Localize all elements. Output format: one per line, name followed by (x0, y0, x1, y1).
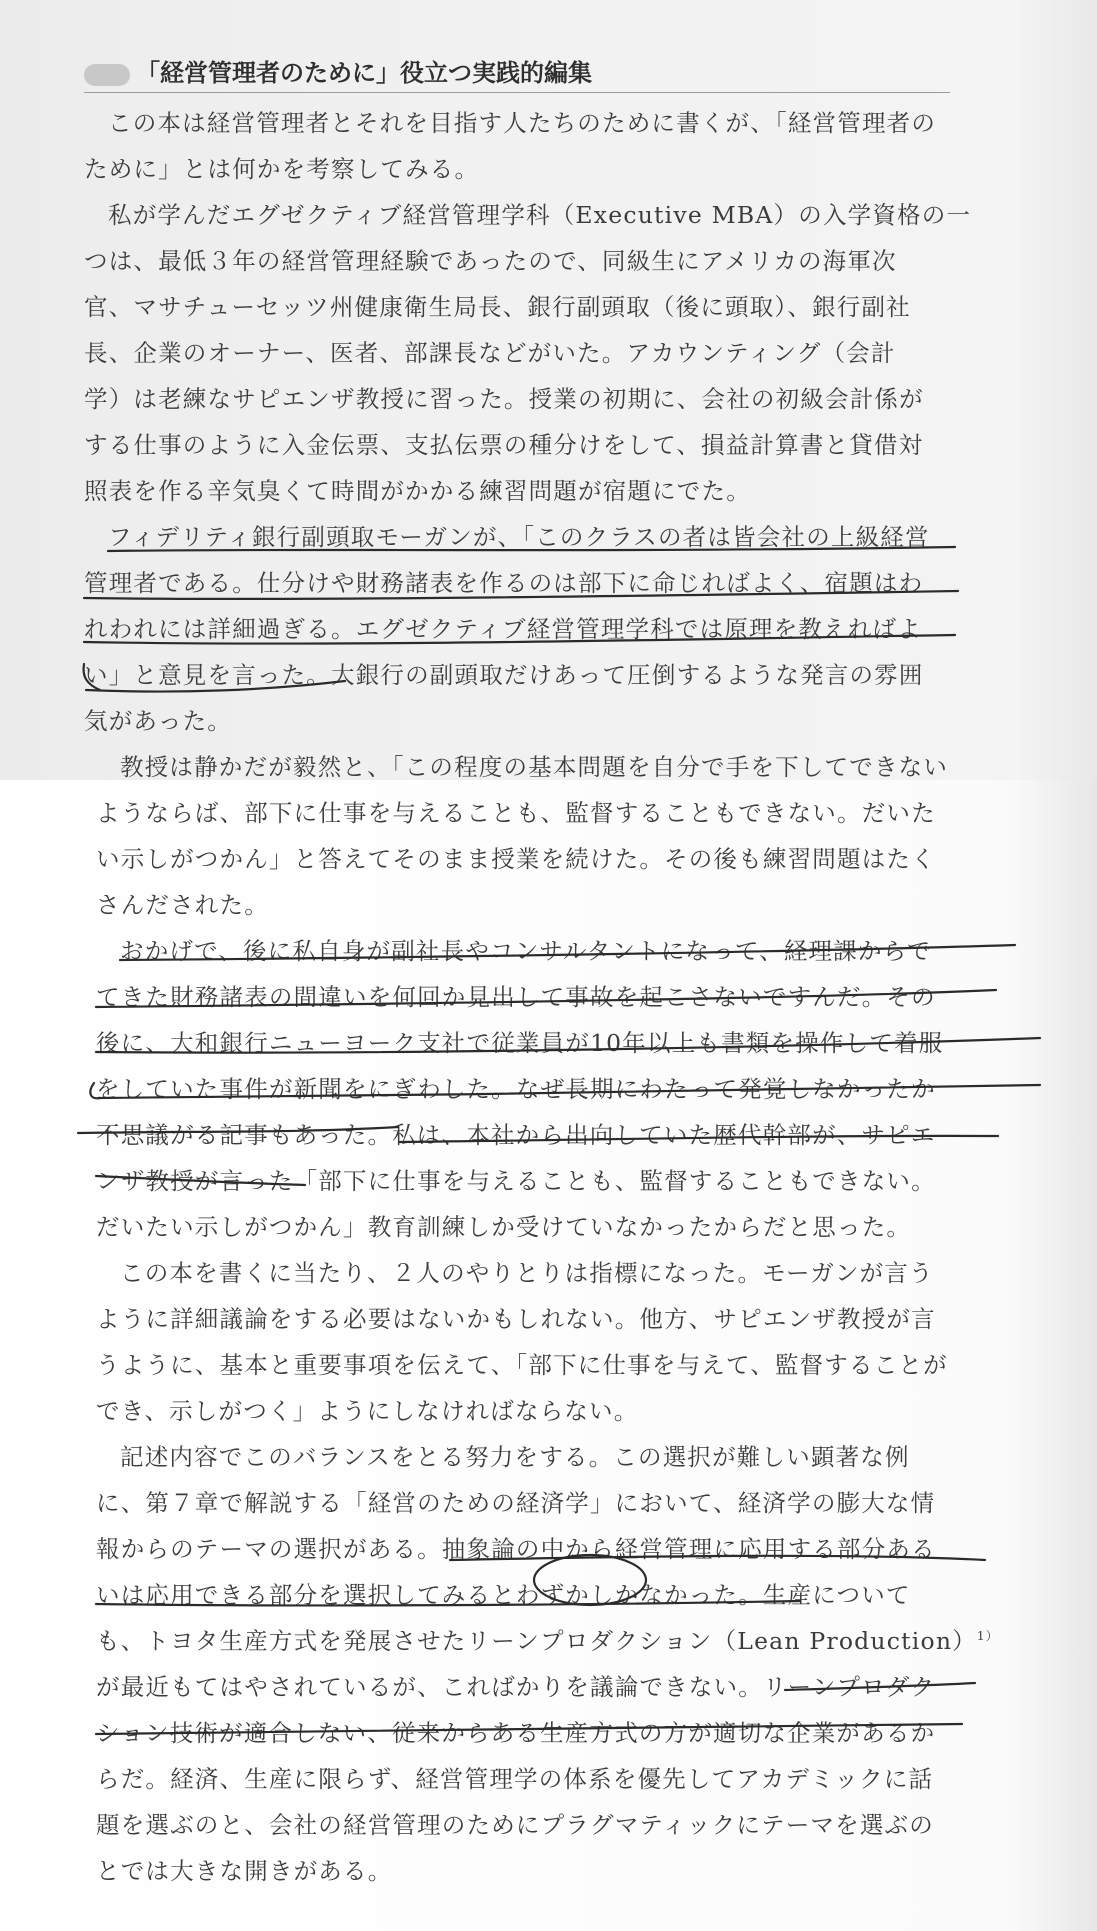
text-line: 官、マサチューセッツ州健康衛生局長、銀行副頭取（後に頭取）、銀行副社 (84, 293, 911, 321)
text-line: 不思議がる記事もあった。私は、本社から出向していた歴代幹部が、サピエ (96, 1121, 936, 1149)
text-line: れわれには詳細過ぎる。エグゼクティブ経営管理学科では原理を教えればよ (84, 615, 922, 643)
text-line: この本を書くに当たり、２人のやりとりは指標になった。モーガンが言う (120, 1259, 934, 1287)
text-line: ために」とは何かを考察してみる。 (84, 155, 480, 183)
text-line: ション技術が適合しない、従来からある生産方式の方が適切な企業があるか (96, 1719, 936, 1747)
text-line: この本は経営管理者とそれを目指す人たちのために書くが、「経営管理者の (108, 109, 937, 137)
text-line: うように、基本と重要事項を伝えて、「部下に仕事を与えて、監督することが (96, 1351, 948, 1379)
text-line: らだ。経済、生産に限らず、経営管理学の体系を優先してアカデミックに話 (96, 1765, 934, 1793)
text-line: 報からのテーマの選択がある。抽象論の中から経営管理に応用する部分ある (96, 1535, 936, 1563)
text-line: い示しがつかん」と答えてそのまま授業を続けた。その後も練習問題はたく (96, 845, 936, 873)
header-marker-pill (84, 64, 130, 86)
text-line: ンザ教授が言った「部下に仕事を与えることも、監督することもできない。 (96, 1167, 936, 1195)
paragraph-2 (84, 192, 984, 514)
text-line: 題を選ぶのと、会社の経営管理のためにプラグマティックにテーマを選ぶの (96, 1811, 934, 1839)
text-line: い」と意見を言った。大銀行の副頭取だけあって圧倒するような発言の雰囲 (84, 661, 924, 689)
section-header (84, 58, 950, 93)
section-title: 「経営管理者のために」役立つ実践的編集 (136, 59, 592, 87)
text-line: つは、最低３年の経営管理経験であったので、同級生にアメリカの海軍次 (84, 247, 897, 275)
text-line: 学）は老練なサピエンザ教授に習った。授業の初期に、会社の初級会計係が (84, 385, 924, 413)
text-line: でき、示しがつく」ようにしなければならない。 (96, 1397, 639, 1425)
paragraph-6 (84, 1250, 984, 1434)
text-line: ようならば、部下に仕事を与えることも、監督することもできない。だいた (96, 799, 936, 827)
text-line: とでは大きな開きがある。 (96, 1857, 393, 1885)
text-line: 照表を作る辛気臭くて時間がかかる練習問題が宿題にでた。 (84, 477, 751, 505)
body-text (84, 100, 999, 1894)
paragraph-4 (84, 744, 984, 928)
text-line: 長、企業のオーナー、医者、部課長などがいた。アカウンティング（会計 (84, 339, 896, 367)
text-line: 私が学んだエグゼクティブ経営管理学科（Executive MBA）の入学資格の一 (108, 201, 972, 229)
text-line: も、トヨタ生産方式を発展させたリーンプロダクション（Lean Production） (96, 1627, 977, 1655)
text-line: フィデリティ銀行副頭取モーガンが、「このクラスの者は皆会社の上級経営 (108, 523, 930, 551)
text-line: 気があった。 (84, 707, 232, 735)
text-line: 管理者である。仕分けや財務諸表を作るのは部下に命じればよく、宿題はわ (84, 569, 924, 597)
text-line: さんだされた。 (96, 891, 269, 919)
page-edge-shadow (1017, 0, 1097, 1931)
text-line-with-footnote (84, 1618, 999, 1664)
text-line: をしていた事件が新聞をにぎわした。なぜ長期にわたって発覚しなかったか (96, 1075, 936, 1103)
text-line: 教授は静かだが毅然と、「この程度の基本問題を自分で手を下してできない (120, 753, 949, 781)
text-line: てきた財務諸表の間違いを何回か見出して事故を起こさないですんだ。その (96, 983, 936, 1011)
text-line: する仕事のように入金伝票、支払伝票の種分けをして、損益計算書と貸借対 (84, 431, 924, 459)
text-line: が最近もてはやされているが、こればかりを議論できない。リーンプロダク (96, 1673, 936, 1701)
text-line: いは応用できる部分を選択してみるとわずかしかなかった。生産について (96, 1581, 911, 1609)
text-line: ように詳細議論をする必要はないかもしれない。他方、サピエンザ教授が言 (96, 1305, 936, 1333)
footnote-marker: 1） (976, 1629, 999, 1644)
text-line: に、第７章で解説する「経営のための経済学」において、経済学の膨大な情 (96, 1489, 936, 1517)
paragraph-7 (84, 1434, 999, 1894)
text-line: 記述内容でこのバランスをとる努力をする。この選択が難しい顕著な例 (120, 1443, 910, 1471)
paragraph-1 (84, 100, 984, 192)
text-line: おかげで、後に私自身が副社長やコンサルタントになって、経理課からで (120, 937, 932, 965)
text-line: だいたい示しがつかん」教育訓練しか受けていなかったからだと思った。 (96, 1213, 912, 1241)
text-line: 後に、大和銀行ニューヨーク支社で従業員が10年以上も書類を操作して着服 (96, 1029, 944, 1057)
paragraph-5 (84, 928, 984, 1250)
paragraph-3 (84, 514, 984, 744)
